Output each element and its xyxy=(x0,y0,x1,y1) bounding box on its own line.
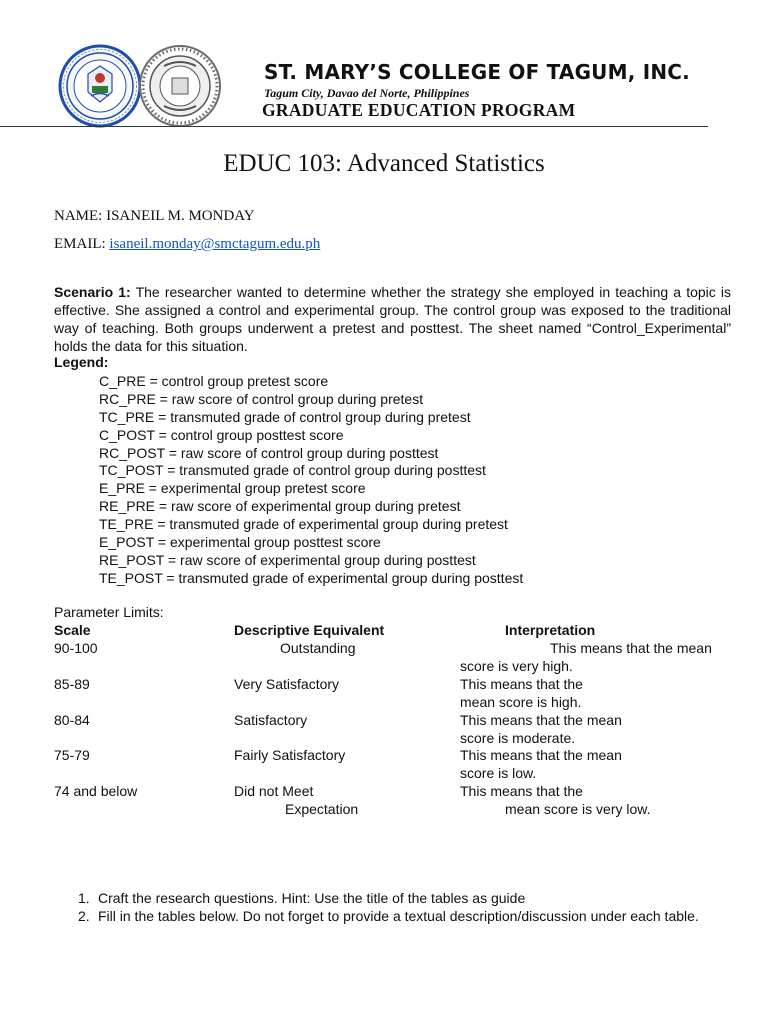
instruction-text: Craft the research questions. Hint: Use the title of the tables as guide xyxy=(98,890,526,906)
equivalent-cell: Did not Meet xyxy=(234,783,314,799)
header-divider xyxy=(0,126,708,127)
scale-cell: 85-89 xyxy=(54,676,90,692)
legend-item: E_POST = experimental group posttest score xyxy=(99,534,381,551)
school-location: Tagum City, Davao del Norte, Philippines xyxy=(264,86,470,100)
email-link[interactable]: isaneil.monday@smctagum.edu.ph xyxy=(109,236,321,252)
email-label: EMAIL: xyxy=(54,236,106,252)
email-line xyxy=(54,236,320,253)
school-name: ST. MARY’S COLLEGE OF TAGUM, INC. xyxy=(264,60,690,84)
name-line xyxy=(54,208,255,225)
interpretation-cell: mean score is high. xyxy=(460,694,582,710)
interpretation-cell: This means that the xyxy=(460,783,583,799)
instruction-text: Fill in the tables below. Do not forget to provide a textual description/discussion under each table. xyxy=(98,908,699,924)
legend-item: RE_PRE = raw score of experimental group during pretest xyxy=(99,498,461,515)
interpretation-cell: This means that the mean xyxy=(460,747,622,763)
legend-item: RC_PRE = raw score of control group during pretest xyxy=(99,390,424,407)
header-scale: Scale xyxy=(54,622,91,638)
legend-item: E_PRE = experimental group pretest score xyxy=(99,480,366,497)
instruction-item xyxy=(78,889,731,907)
college-logo xyxy=(58,44,142,128)
scale-cell: 74 and below xyxy=(54,783,138,799)
legend-item: C_PRE = control group pretest score xyxy=(99,373,329,389)
legend-item: TE_PRE = transmuted grade of experimental group during pretest xyxy=(99,516,508,533)
legend-item: C_POST = control group posttest score xyxy=(99,426,344,443)
legend-list xyxy=(99,373,523,588)
interpretation-cell: score is low. xyxy=(460,765,537,781)
interpretation-cell: This means that the mean xyxy=(460,712,622,728)
name-label: NAME: xyxy=(54,208,103,224)
instructions-list xyxy=(78,889,731,925)
equivalent-cell: Expectation xyxy=(285,801,359,817)
scale-cell: 75-79 xyxy=(54,747,90,763)
legend-item: RC_POST = raw score of control group during posttest xyxy=(99,444,439,461)
equivalent-cell: Outstanding xyxy=(280,640,356,656)
scale-cell: 90-100 xyxy=(54,640,98,656)
instruction-item xyxy=(78,907,731,925)
interpretation-cell: This means that the xyxy=(460,676,583,692)
program-name: GRADUATE EDUCATION PROGRAM xyxy=(262,100,576,120)
interpretation-cell: mean score is very low. xyxy=(505,801,651,817)
legend-item: TC_PRE = transmuted grade of control group during pretest xyxy=(99,408,471,425)
scenario-paragraph xyxy=(54,283,731,355)
equivalent-cell: Fairly Satisfactory xyxy=(234,747,346,763)
scale-cell: 80-84 xyxy=(54,712,90,728)
legend-item: TE_POST = transmuted grade of experimental group during posttest xyxy=(99,569,524,586)
scenario-label: Scenario 1: xyxy=(54,284,131,300)
equivalent-cell: Satisfactory xyxy=(234,712,308,728)
name-value: ISANEIL M. MONDAY xyxy=(106,208,255,224)
equivalent-cell: Very Satisfactory xyxy=(234,676,340,692)
instruction-number: 1. xyxy=(78,890,90,906)
scenario-text: The researcher wanted to determine whether the strategy she employed in teaching a topic is effective. She assigned a control and experimental group. The control group was exposed to the traditional way of teaching. Both groups underwent a pretest and posttest. The sheet named “Control_Experimental” holds the data for this situation. xyxy=(54,284,732,354)
legend-label: Legend: xyxy=(54,354,109,370)
document-title: EDUC 103: Advanced Statistics xyxy=(223,150,545,177)
header-descriptive-equivalent: Descriptive Equivalent xyxy=(234,622,385,638)
graduate-school-seal xyxy=(138,44,222,128)
interpretation-cell: score is very high. xyxy=(460,658,573,674)
legend-item: RE_POST = raw score of experimental group during posttest xyxy=(99,551,476,568)
instruction-number: 2. xyxy=(78,908,90,924)
parameter-limits-title: Parameter Limits: xyxy=(54,604,164,620)
interpretation-cell: score is moderate. xyxy=(460,730,576,746)
header-interpretation: Interpretation xyxy=(505,622,596,638)
interpretation-cell: This means that the mean xyxy=(550,640,712,656)
legend-item: TC_POST = transmuted grade of control group during posttest xyxy=(99,462,486,479)
